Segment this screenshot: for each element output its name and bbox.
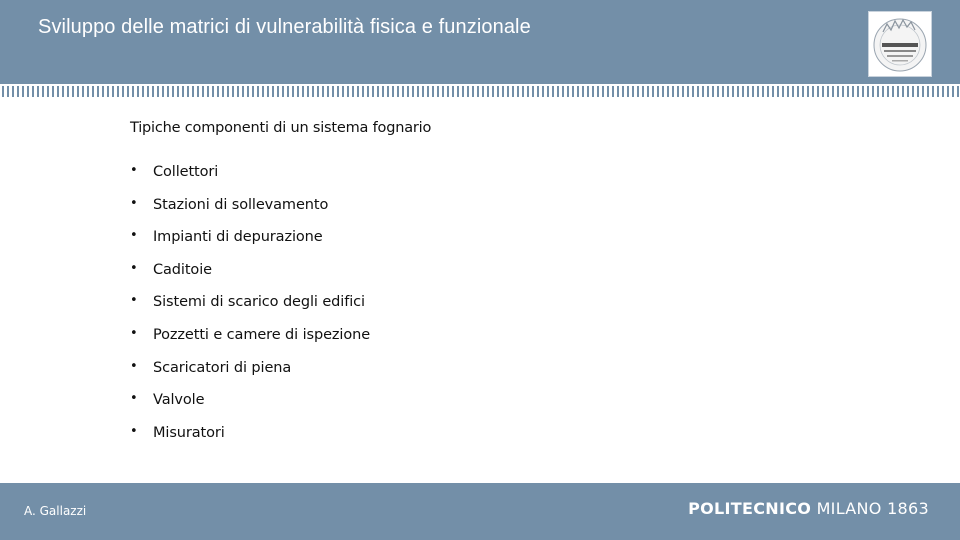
bullet: • xyxy=(130,391,138,407)
list-item-label: Pozzetti e camere di ispezione xyxy=(153,326,371,343)
header-bar xyxy=(0,0,960,84)
brand-rest: MILANO 1863 xyxy=(816,499,929,518)
brand-bold: POLITECNICO xyxy=(688,499,812,518)
bullet: • xyxy=(130,325,138,341)
list-item xyxy=(130,229,830,262)
list-item xyxy=(130,360,830,393)
list-item xyxy=(130,164,830,197)
list-item-label: Misuratori xyxy=(153,424,225,441)
bullet: • xyxy=(130,163,138,178)
author-name: A. Gallazzi xyxy=(24,504,87,518)
decorative-ruler xyxy=(0,84,960,98)
bullet: • xyxy=(130,260,138,276)
list-item xyxy=(130,294,830,327)
page-title: Sviluppo delle matrici di vulnerabilità fisica e funzionale xyxy=(38,16,531,38)
brand-wordmark xyxy=(688,499,929,518)
list-item xyxy=(130,197,830,230)
bullet: • xyxy=(130,423,138,439)
list-item xyxy=(130,392,830,425)
bullet: • xyxy=(130,228,138,244)
list-item xyxy=(130,327,830,360)
list-item xyxy=(130,425,830,458)
component-list xyxy=(130,164,830,457)
list-item-label: Stazioni di sollevamento xyxy=(153,196,329,213)
main-content xyxy=(130,120,830,457)
list-item-label: Caditoie xyxy=(153,261,212,278)
section-subtitle: Tipiche componenti di un sistema fognario xyxy=(130,120,432,136)
list-item xyxy=(130,262,830,295)
footer-bar xyxy=(0,483,960,540)
list-item-label: Sistemi di scarico degli edifici xyxy=(153,294,365,311)
bullet: • xyxy=(130,358,138,374)
list-item-label: Impianti di depurazione xyxy=(153,229,323,246)
bullet: • xyxy=(130,195,138,211)
bullet: • xyxy=(130,293,138,309)
list-item-label: Valvole xyxy=(153,392,205,409)
institution-seal-icon xyxy=(868,11,932,77)
list-item-label: Scaricatori di piena xyxy=(153,359,292,376)
list-item-label: Collettori xyxy=(153,164,219,180)
